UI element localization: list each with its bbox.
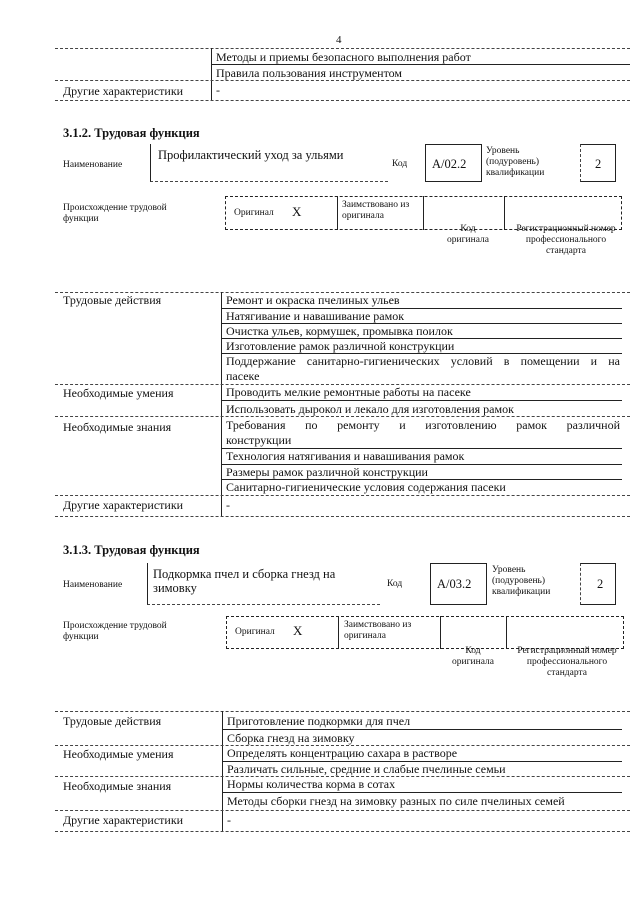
f313-code-value: А/03.2	[437, 577, 472, 591]
f312-origin-label: Происхождение трудовой функции	[63, 203, 167, 224]
f312-borrowed-label: Заимствовано из оригинала	[342, 200, 410, 221]
f312-skill-1: Проводить мелкие ремонтные работы на пасеке	[226, 385, 471, 399]
f312-knowledge-1: Требования по ремонту и изготовлению рамок различной	[226, 418, 620, 432]
f313-knowledge-label: Необходимые знания	[63, 779, 172, 793]
f312-action-4: Изготовление рамок различной конструкции	[226, 339, 455, 353]
f313-reg-label: Регистрационный номер профессионального стандарта	[517, 646, 617, 678]
f313-knowledge-1: Нормы количества корма в сотах	[227, 777, 396, 791]
f312-skills-label: Необходимые умения	[63, 386, 174, 400]
top-row-2: Правила пользования инструментом	[216, 66, 403, 80]
f312-line-s2	[55, 416, 630, 417]
f312-action-1: Ремонт и окраска пчелиных ульев	[226, 293, 400, 307]
f312-knowledge-2: Технология натягивания и навашивания рамок	[226, 449, 465, 463]
f312-actions-label: Трудовые действия	[63, 293, 162, 307]
f312-level-label: Уровень (подуровень) квалификации	[486, 146, 545, 178]
f312-action-5: Поддержание санитарно-гигиенических условий в помещении и на	[226, 354, 620, 368]
f313-other-value: -	[227, 813, 231, 827]
f312-skill-2: Использовать дырокол и лекало для изготовления рамок	[226, 402, 514, 416]
top-other-label: Другие характеристики	[63, 84, 184, 98]
f312-name-label: Наименование	[63, 160, 123, 170]
f313-name-line-1: Подкормка пчел и сборка гнезд на	[153, 567, 336, 581]
f312-knowledge-label: Необходимые знания	[63, 420, 172, 434]
f313-original-mark: X	[293, 623, 303, 638]
f312-original-label: Оригинал	[234, 208, 274, 218]
f312-heading: 3.1.2. Трудовая функция	[63, 126, 200, 140]
f313-level-label: Уровень (подуровень) квалификации	[492, 565, 551, 597]
top-row-line-2	[55, 80, 630, 81]
f312-name-value: Профилактический уход за ульями	[158, 148, 344, 162]
f313-level-value: 2	[597, 577, 604, 591]
f312-action-2: Натягивание и навашивание рамок	[226, 309, 405, 323]
f312-other-label: Другие характеристики	[63, 498, 184, 512]
f312-level-value: 2	[595, 157, 602, 171]
f313-name-line-2: зимовку	[153, 581, 197, 595]
f313-origin-div1	[338, 616, 339, 649]
f313-line-k1	[222, 792, 622, 793]
f312-original-mark: X	[292, 204, 302, 219]
f312-action-3: Очистка ульев, кормушек, промывка поилок	[226, 324, 453, 338]
top-block-divider	[211, 48, 212, 101]
f312-table-divider	[221, 292, 222, 516]
f312-origin-div2	[423, 196, 424, 230]
f312-origin-div1	[337, 196, 338, 230]
f313-borrowed-label: Заимствовано из оригинала	[344, 620, 412, 641]
f313-origin-div2	[440, 616, 441, 649]
top-row-1: Методы и приемы безопасного выполнения работ	[216, 50, 471, 64]
f313-skills-label: Необходимые умения	[63, 747, 174, 761]
f313-action-2: Сборка гнезд на зимовку	[227, 731, 355, 745]
f313-line-k2	[55, 810, 630, 811]
f312-code-orig-label: Код оригинала	[447, 224, 489, 245]
f312-knowledge-4: Санитарно-гигиенические условия содержания пасеки	[226, 480, 506, 494]
top-block-top-line	[55, 48, 630, 49]
f312-line-k4	[55, 495, 630, 496]
f313-other-label: Другие характеристики	[63, 813, 184, 827]
f312-action-5b: пасеке	[226, 369, 260, 383]
top-row-line-1	[211, 64, 630, 65]
f313-action-1: Приготовление подкормки для пчел	[227, 714, 411, 728]
f313-line-a1	[222, 729, 622, 730]
f312-other-value: -	[226, 498, 230, 512]
top-other-value: -	[216, 83, 220, 97]
f312-reg-label: Регистрационный номер профессионального стандарта	[516, 224, 616, 256]
f313-original-label: Оригинал	[235, 627, 275, 637]
f312-code-value: А/02.2	[432, 157, 467, 171]
f313-skill-2: Различать сильные, средние и слабые пчелиные семьи	[227, 762, 506, 776]
f313-heading: 3.1.3. Трудовая функция	[63, 543, 200, 557]
f313-code-orig-label: Код оригинала	[452, 646, 494, 667]
f312-origin-div3	[504, 196, 505, 230]
f313-origin-label: Происхождение трудовой функции	[63, 621, 167, 642]
top-block-bottom-line	[55, 100, 630, 101]
f312-knowledge-3: Размеры рамок различной конструкции	[226, 465, 428, 479]
f313-skill-1: Определять концентрацию сахара в растворе	[227, 746, 458, 760]
f312-code-label: Код	[392, 159, 408, 169]
f313-table-bottom	[55, 831, 630, 832]
page-number: 4	[336, 34, 342, 46]
f313-name-label: Наименование	[63, 580, 123, 590]
f312-table-bottom	[55, 516, 630, 517]
f313-code-label: Код	[387, 579, 403, 589]
f312-line-s1	[221, 400, 622, 401]
f312-knowledge-1b: конструкции	[226, 433, 292, 447]
f313-table-top	[55, 711, 630, 712]
f313-origin-div3	[506, 616, 507, 649]
f313-knowledge-2: Методы сборки гнезд на зимовку разных по силе пчелиных семей	[227, 794, 565, 808]
f313-actions-label: Трудовые действия	[63, 714, 162, 728]
